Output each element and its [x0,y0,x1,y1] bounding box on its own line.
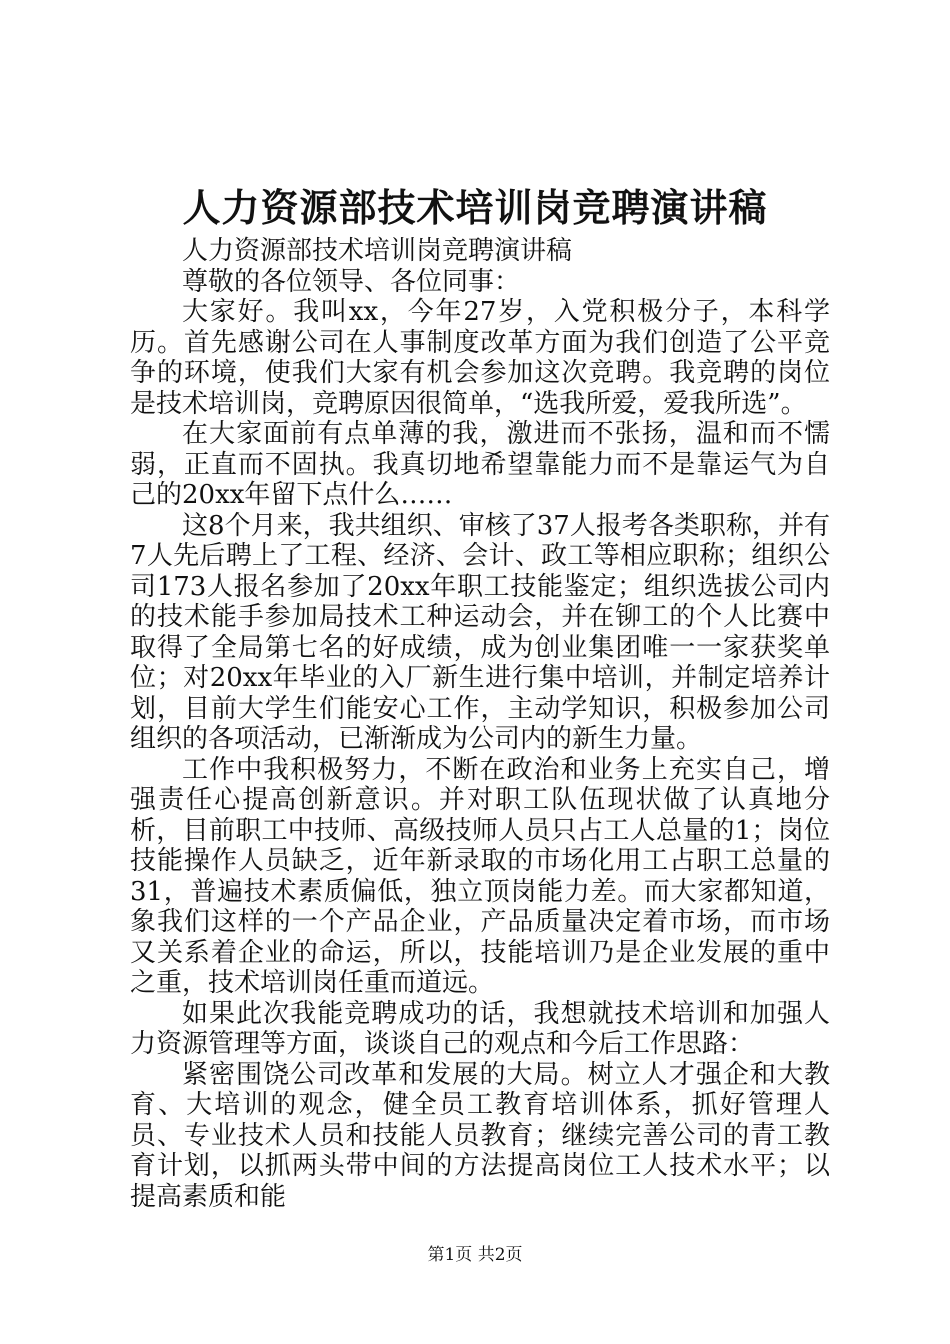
paragraph-plan-intro: 如果此次我能竞聘成功的话，我想就技术培训和加强人力资源管理等方面，谈谈自己的观点和今后工作思路： [130,998,830,1059]
paragraph-subtitle: 人力资源部技术培训岗竞聘演讲稿 [182,236,573,266]
paragraph-salutation: 尊敬的各位领导、各位同事： [182,266,521,297]
page-footer: 第1页 共2页 [427,1245,523,1265]
paragraph-achievements: 这8个月来，我共组织、审核了37人报考各类职称，并有7人先后聘上了工程、经济、会计、政工等相应职称；组织公司173人报名参加了20xx年职工技能鉴定；组织选拔公司内的技术能手参加局技术工种运动会，并在铆工的个人比赛中取得了全局第七名的好成绩，成为创业集团唯一一家获奖单位；对20xx年毕业的入厂新生进行集中培训，并制定培养计划，目前大学生们能安心工作，主动学知识，积极参加公司组织的各项活动，已渐渐成为公司内的新生力量。 [130,510,830,754]
paragraph-work-analysis: 工作中我积极努力，不断在政治和业务上充实自己，增强责任心提高创新意识。并对职工队伍现状做了认真地分析，目前职工中技师、高级技师人员只占工人总量的1；岗位技能操作人员缺乏，近年新录取的市场化用工占职工总量的31，普遍技术素质偏低，独立顶岗能力差。而大家都知道，象我们这样的一个产品企业，产品质量决定着市场，而市场又关系着企业的命运，所以，技能培训乃是企业发展的重中之重，技术培训岗任重而道远。 [130,754,830,998]
paragraph-introduction: 大家好。我叫xx，今年27岁，入党积极分子，本科学历。首先感谢公司在人事制度改革方面为我们创造了公平竞争的环境，使我们大家有机会参加这次竞聘。我竞聘的岗位是技术培训岗，竞聘原因很简单，“选我所爱，爱我所选”。 [130,297,830,419]
document-title: 人力资源部技术培训岗竞聘演讲稿 [182,185,768,230]
document-body [130,236,830,1212]
paragraph-self-description: 在大家面前有点单薄的我，激进而不张扬，温和而不懦弱，正直而不固执。我真切地希望靠能力而不是靠运气为自己的20xx年留下点什么…… [130,419,830,510]
paragraph-plan-details: 紧密围饶公司改革和发展的大局。树立人才强企和大教育、大培训的观念，健全员工教育培训体系，抓好管理人员、专业技术人员和技能人员教育；继续完善公司的青工教育计划，以抓两头带中间的方法提高岗位工人技术水平；以提高素质和能 [130,1059,830,1212]
